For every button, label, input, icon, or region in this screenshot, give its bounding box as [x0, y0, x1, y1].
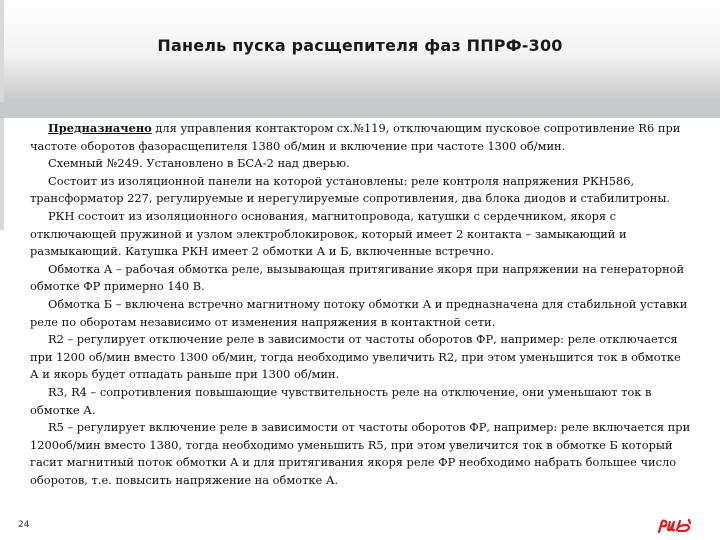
rzd-logo-icon	[656, 519, 694, 533]
paragraph-scheme: Схемный №249. Установлено в БСА-2 над дверью.	[48, 156, 350, 171]
paragraph-winding-a: Обмотка А – рабочая обмотка реле, вызывающая притягивание якоря при напряжении на генераторной обмотке ФР примерно 140 В.	[30, 261, 685, 294]
slide-header	[0, 0, 720, 102]
slide-body	[30, 120, 692, 489]
page-number: 24	[18, 520, 30, 530]
paragraph-winding-b: Обмотка Б – включена встречно магнитному потоку обмотки А и предназначена для стабильной уставки реле по оборотам независимо от изменения напряжения в контактной сети.	[30, 296, 688, 329]
header-divider-bar	[0, 102, 720, 118]
paragraph-r3-r4: R3, R4 – сопротивления повышающие чувствительность реле на отключение, они уменьшают ток в обмотке А.	[30, 384, 652, 417]
paragraph-r2: R2 – регулирует отключение реле в зависимости от частоты оборотов ФР, например: реле отключается при 1200 об/мин вместо 1300 об/мин, тогда необходимо увеличить R2, при этом уменьшится ток в обмотке А и якорь будет отпадать раньше при 1300 об/мин.	[30, 332, 681, 382]
paragraph-purpose	[30, 120, 692, 155]
paragraph-rkn: РКН состоит из изоляционного основания, магнитопровода, катушки с сердечником, якоря с отключающей пружиной и узлом электроблокировок, который имеет 2 контакта – замыкающий и размыкающий. Катушка РКН имеет 2 обмотки А и Б, включенные встречно.	[30, 208, 627, 259]
purpose-lead: Предназначено	[48, 121, 152, 135]
slide-title: Панель пуска расщепителя фаз ППРФ-300	[157, 36, 563, 55]
purpose-text: для управления контактором сх.№119, отключающим пусковое сопротивление R6 при частоте оборотов фазорасщепителя 1380 об/мин и включение при частоте 1300 об/мин.	[30, 121, 681, 153]
paragraph-composition: Состоит из изоляционной панели на которой установлены: реле контроля напряжения РКН586, трансформатор 227, регулируемые и нерегулируемые сопротивления, два блока диодов и стабилитроны.	[30, 173, 671, 206]
paragraph-r5: R5 – регулирует включение реле в зависимости от частоты оборотов ФР, например: реле включается при 1200об/мин вместо 1380, тогда необходимо уменьшить R5, при этом увеличится ток в обмотке Б который гасит магнитный поток обмотки А и для притягивания якоря реле ФР необходимо набрать большее число оборотов, т.е. повысить напряжение на обмотке А.	[30, 420, 691, 487]
